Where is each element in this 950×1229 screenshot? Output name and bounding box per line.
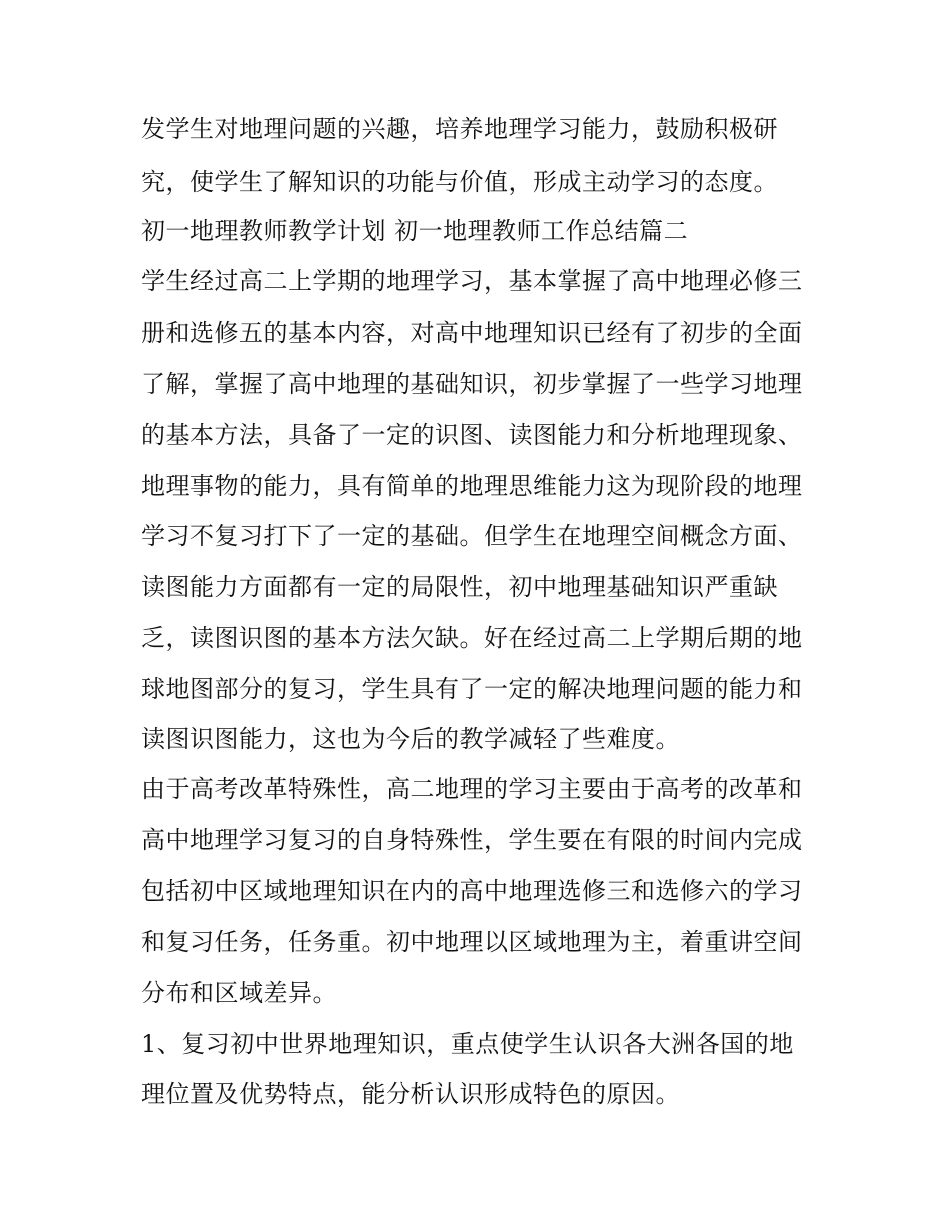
text-line: 读图识图能力，这也为今后的教学减轻了些难度。	[141, 725, 680, 753]
text-line: 册和选修五的基本内容，对高中地理知识已经有了初步的全面	[141, 319, 803, 347]
text-line: 了解，掌握了高中地理的基础知识，初步掌握了一些学习地理	[141, 370, 803, 398]
list-item: 1、复习初中世界地理知识，重点使学生认识各大洲各国的地	[141, 1030, 794, 1058]
text-line: 究，使学生了解知识的功能与价值，形成主动学习的态度。	[141, 168, 778, 196]
text-line: 学习不复习打下了一定的基础。但学生在地理空间概念方面、	[141, 522, 803, 550]
section-heading: 初一地理教师教学计划 初一地理教师工作总结篇二	[141, 217, 689, 245]
text-line: 分布和区域差异。	[141, 979, 337, 1007]
text-line: 包括初中区域地理知识在内的高中地理选修三和选修六的学习	[141, 877, 803, 905]
text-line: 球地图部分的复习，学生具有了一定的解决地理问题的能力和	[141, 675, 803, 703]
text-line: 乏，读图识图的基本方法欠缺。好在经过高二上学期后期的地	[141, 624, 803, 652]
text-line: 读图能力方面都有一定的局限性，初中地理基础知识严重缺	[141, 573, 778, 601]
text-line: 的基本方法，具备了一定的识图、读图能力和分析地理现象、	[141, 421, 803, 449]
text-line: 地理事物的能力，具有简单的地理思维能力这为现阶段的地理	[141, 472, 803, 500]
text-line: 和复习任务，任务重。初中地理以区域地理为主，着重讲空间	[141, 928, 803, 956]
text-line: 由于高考改革特殊性，高二地理的学习主要由于高考的改革和	[141, 775, 803, 803]
list-item-continuation: 理位置及优势特点，能分析认识形成特色的原因。	[141, 1080, 680, 1108]
text-line: 发学生对地理问题的兴趣，培养地理学习能力，鼓励积极研	[141, 115, 778, 143]
text-line: 学生经过高二上学期的地理学习，基本掌握了高中地理必修三	[141, 267, 803, 295]
text-line: 高中地理学习复习的自身特殊性，学生要在有限的时间内完成	[141, 826, 803, 854]
